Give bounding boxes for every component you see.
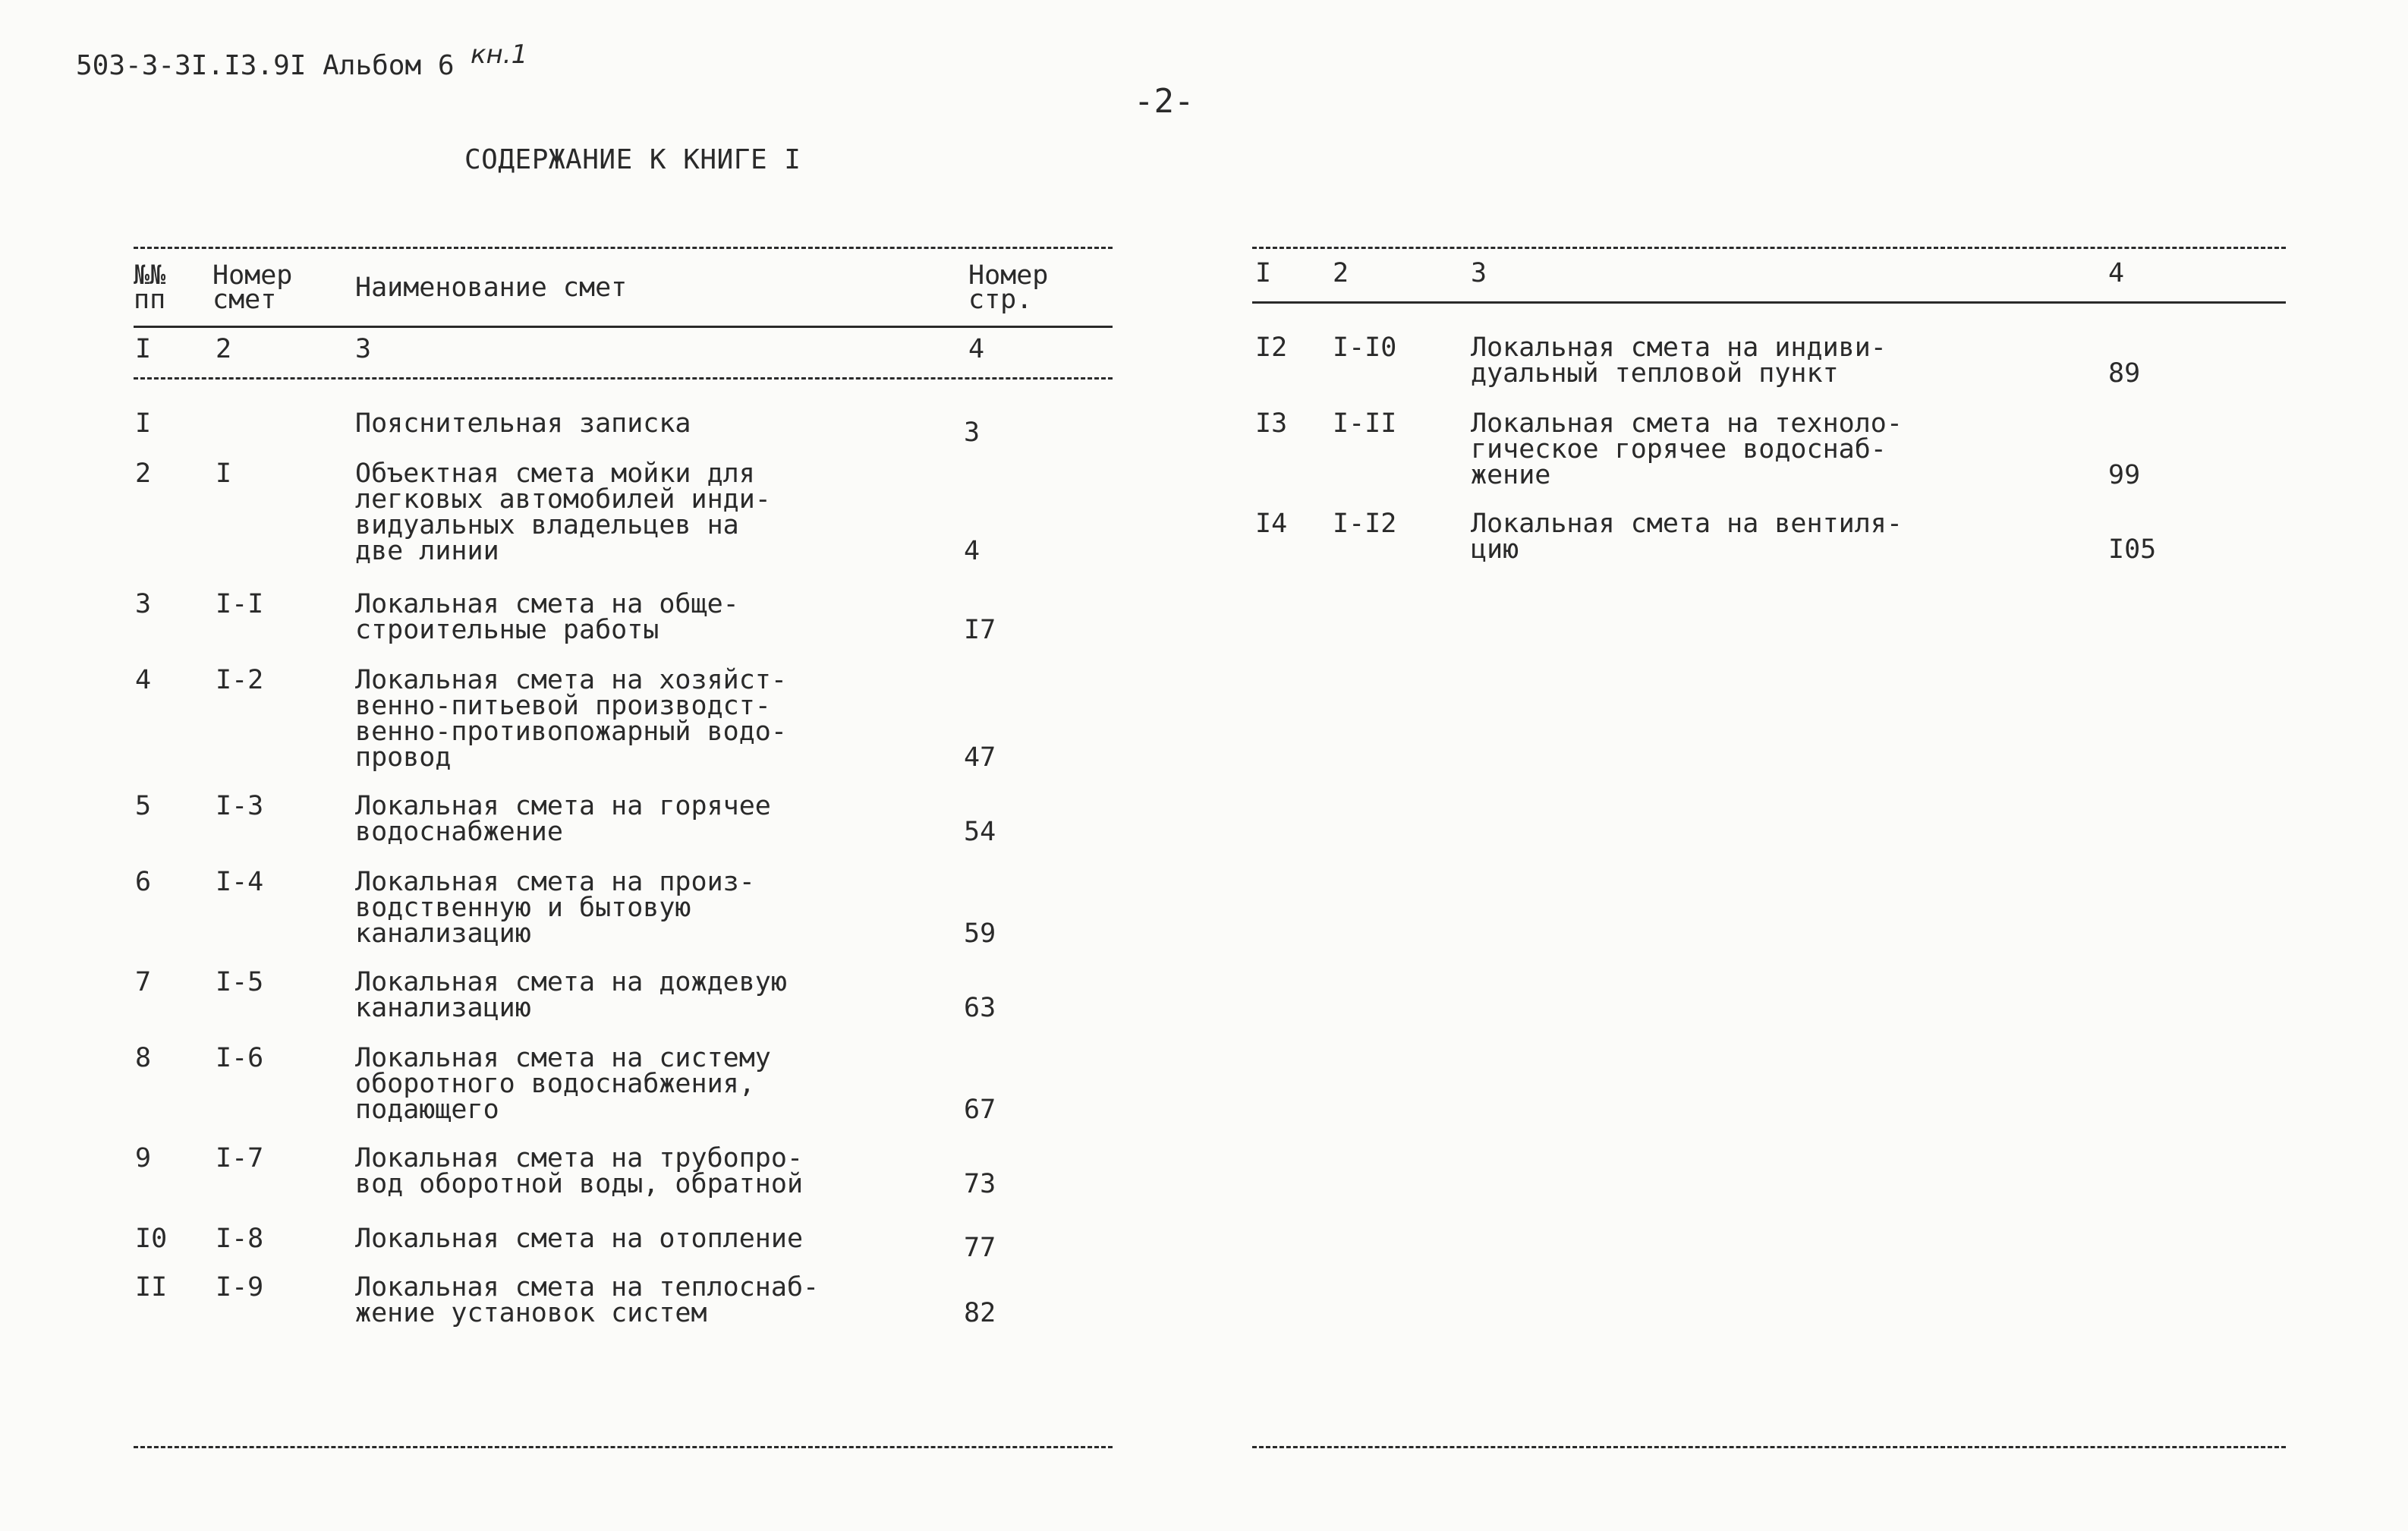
- row-number: 8: [135, 1043, 152, 1073]
- column-header-estimate-no: Номер смет: [212, 260, 293, 315]
- row-number: I0: [135, 1224, 168, 1254]
- row-number: I: [135, 408, 152, 439]
- page-ref: 77: [964, 1233, 996, 1263]
- row-number: II: [135, 1272, 168, 1303]
- row-number: 2: [135, 458, 152, 489]
- table-bottom-rule: [1252, 1446, 2286, 1448]
- header-rule: [1252, 301, 2286, 304]
- estimate-name: Локальная смета на хозяйст- венно-питьевой производст- венно-противопожарный водо- провод: [355, 665, 787, 773]
- estimate-name: Локальная смета на обще- строительные работы: [355, 589, 739, 645]
- estimate-name: Локальная смета на систему оборотного водоснабжения, подающего: [355, 1043, 771, 1125]
- estimate-name: Локальная смета на техноло- гическое горячее водоснаб- жение: [1471, 408, 1903, 490]
- row-number: 7: [135, 967, 152, 997]
- estimate-name: Локальная смета на горячее водоснабжение: [355, 791, 771, 847]
- page-ref: 3: [964, 417, 981, 448]
- page-ref: 82: [964, 1298, 996, 1328]
- estimate-number: I-2: [216, 665, 264, 695]
- estimate-number: I-4: [216, 867, 264, 897]
- estimate-name: Локальная смета на дождевую канализацию: [355, 967, 787, 1023]
- page-ref: 99: [2108, 460, 2141, 490]
- column-number-2: 2: [216, 334, 232, 364]
- estimate-number: I-3: [216, 791, 264, 821]
- page-ref: 73: [964, 1169, 996, 1199]
- column-number-4: 4: [2108, 258, 2125, 288]
- estimate-number: I-7: [216, 1143, 264, 1173]
- page-ref: 63: [964, 993, 996, 1023]
- row-number: 4: [135, 665, 152, 695]
- column-number-2: 2: [1333, 258, 1349, 288]
- estimate-name: Локальная смета на теплоснаб- жение установок систем: [355, 1272, 820, 1328]
- estimate-number: I: [216, 458, 232, 489]
- estimate-number: I-6: [216, 1043, 264, 1073]
- estimate-name: Локальная смета на вентиля- цию: [1471, 509, 1903, 565]
- page-ref: 89: [2108, 358, 2141, 389]
- page-ref: 54: [964, 817, 996, 847]
- row-number: I2: [1255, 332, 1288, 363]
- column-header-page: Номер стр.: [968, 260, 1049, 315]
- row-number: I4: [1255, 509, 1288, 539]
- estimate-name: Локальная смета на отопление: [355, 1224, 804, 1254]
- row-number: 3: [135, 589, 152, 619]
- column-header-name: Наименование смет: [355, 272, 628, 303]
- estimate-name: Пояснительная записка: [355, 408, 691, 439]
- column-number-4: 4: [968, 334, 985, 364]
- estimate-number: I-8: [216, 1224, 264, 1254]
- column-header-num: №№ пп: [134, 260, 166, 315]
- estimate-name: Локальная смета на индиви- дуальный тепловой пункт: [1471, 332, 1887, 389]
- row-number: 6: [135, 867, 152, 897]
- column-number-3: 3: [1471, 258, 1487, 288]
- column-number-1: I: [1255, 258, 1272, 288]
- table-top-rule: [1252, 247, 2286, 249]
- toc-table-left: [134, 247, 1113, 1454]
- estimate-name: Локальная смета на трубопро- вод оборотной воды, обратной: [355, 1143, 804, 1199]
- page-ref: I05: [2108, 534, 2157, 565]
- document-code: 503-3-3I.I3.9I Альбом 6: [76, 50, 455, 81]
- page-ref: 4: [964, 536, 981, 566]
- page-number: -2-: [1134, 82, 1195, 121]
- estimate-number: I-5: [216, 967, 264, 997]
- page-ref: 47: [964, 742, 996, 773]
- table-bottom-rule: [134, 1446, 1113, 1448]
- column-number-1: I: [135, 334, 152, 364]
- estimate-number: I-II: [1333, 408, 1397, 439]
- column-number-rule: [134, 377, 1113, 380]
- row-number: 5: [135, 791, 152, 821]
- page-ref: I7: [964, 615, 996, 645]
- estimate-number: I-I0: [1333, 332, 1397, 363]
- estimate-name: Локальная смета на произ- водственную и бытовую канализацию: [355, 867, 755, 949]
- table-top-rule: [134, 247, 1113, 249]
- page-ref: 67: [964, 1095, 996, 1125]
- toc-table-right: [1252, 247, 2286, 1454]
- estimate-number: I-9: [216, 1272, 264, 1303]
- estimate-number: I-I: [216, 589, 264, 619]
- handwritten-note: кн.1: [471, 39, 528, 70]
- estimate-name: Объектная смета мойки для легковых автомобилей инди- видуальных владельцев на две линии: [355, 458, 771, 566]
- row-number: I3: [1255, 408, 1288, 439]
- page-ref: 59: [964, 918, 996, 949]
- header-rule: [134, 326, 1113, 328]
- row-number: 9: [135, 1143, 152, 1173]
- toc-title: СОДЕРЖАНИЕ К КНИГЕ I: [464, 144, 801, 175]
- estimate-number: I-I2: [1333, 509, 1397, 539]
- column-number-3: 3: [355, 334, 372, 364]
